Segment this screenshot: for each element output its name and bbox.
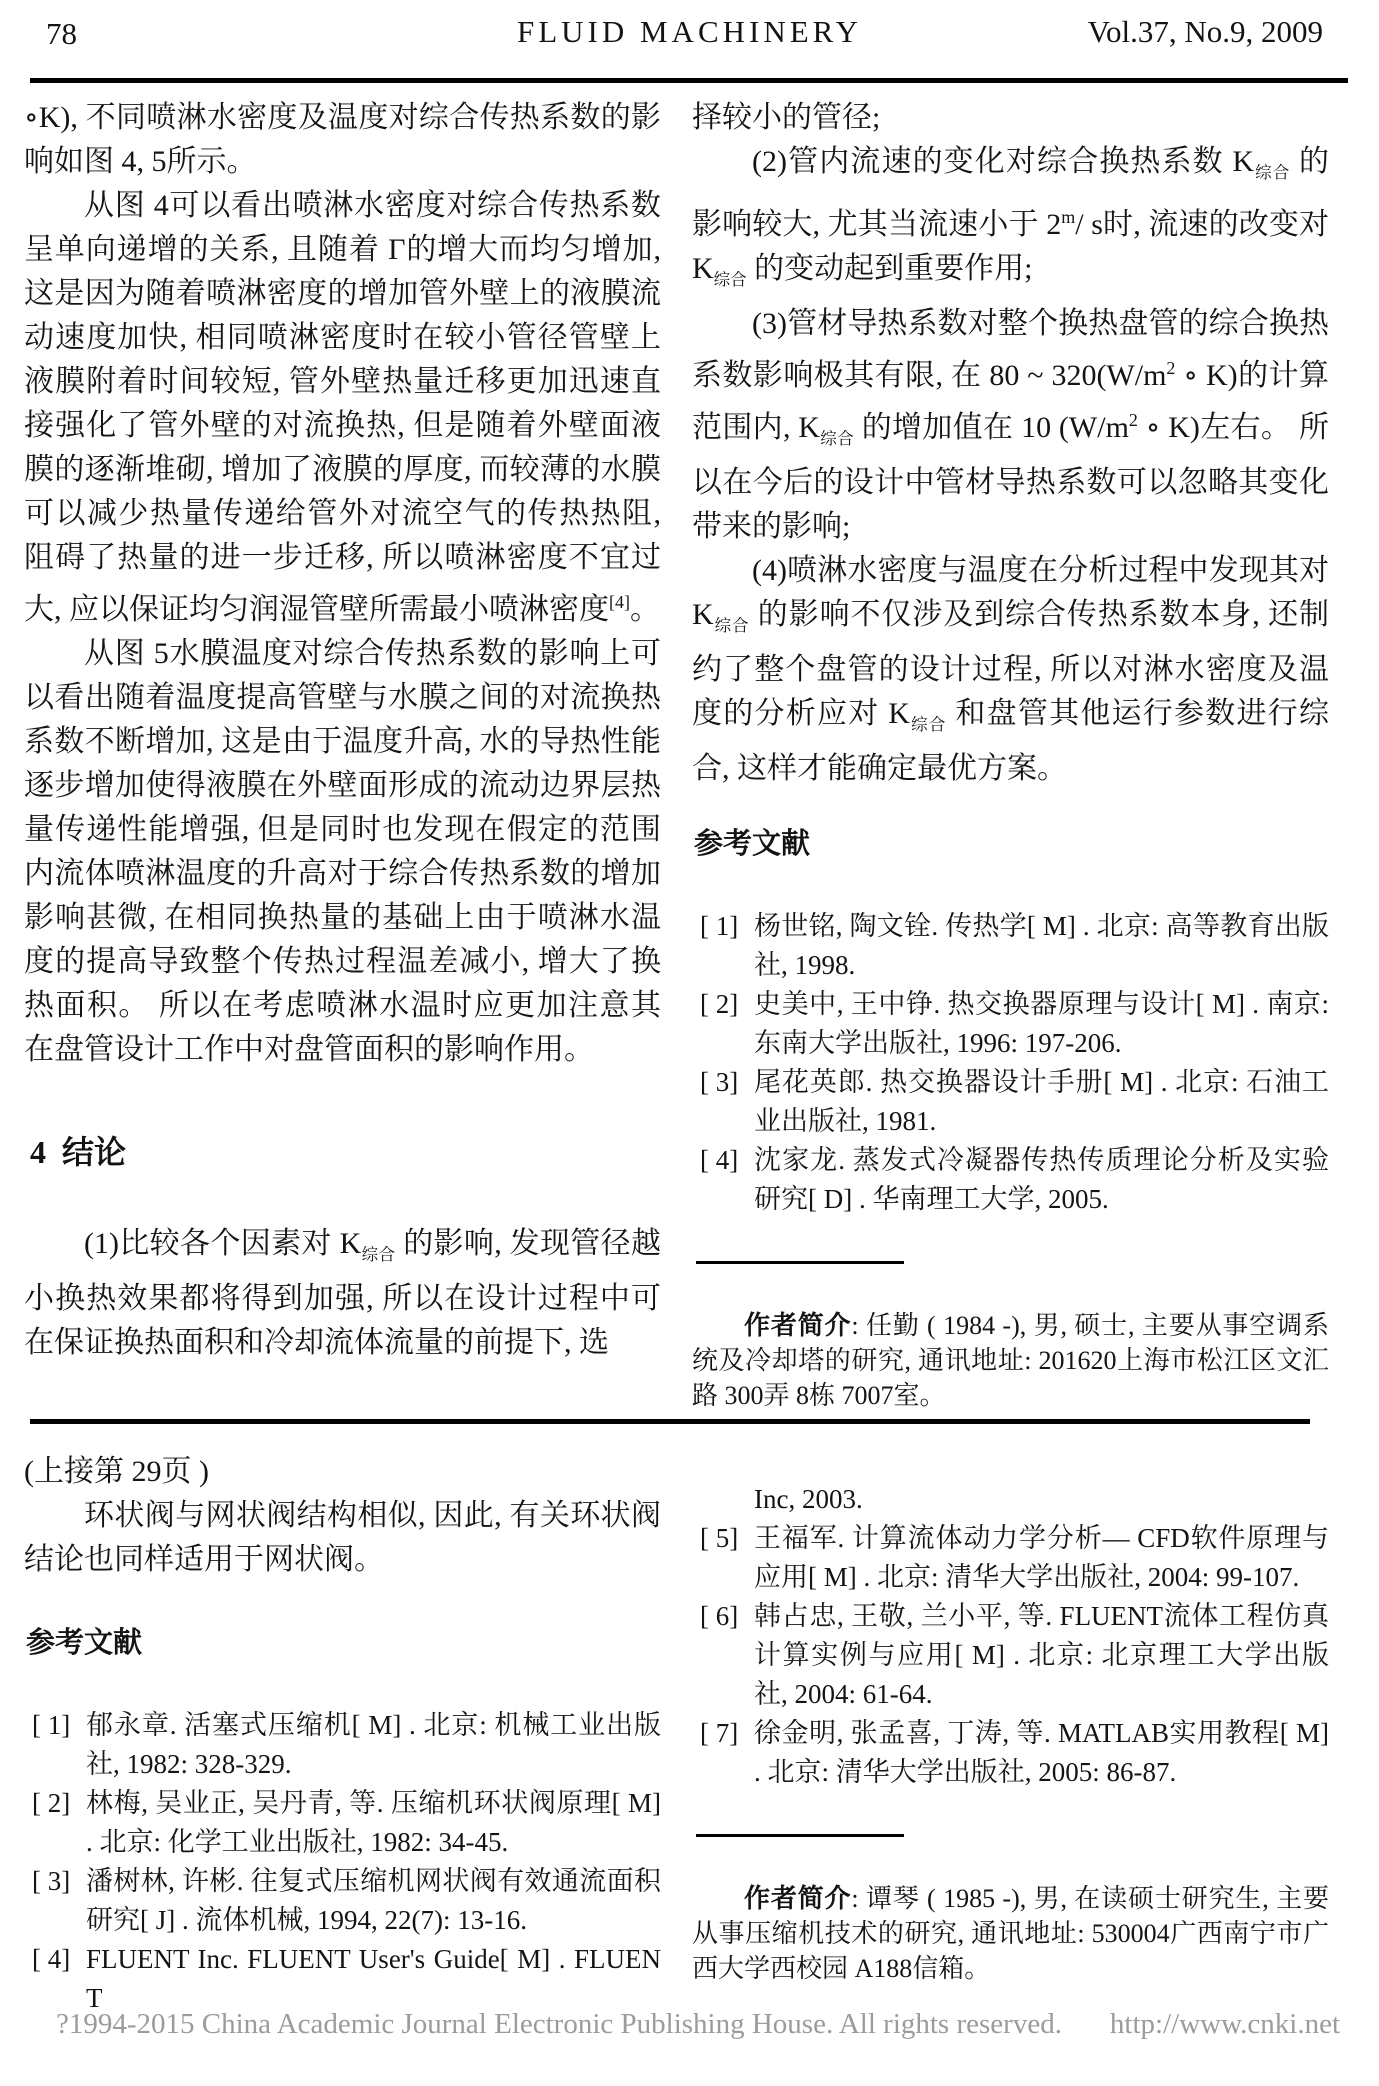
author-bio-rule [696, 1261, 904, 1264]
paragraph-conclusion-1: (1)比较各个因素对 $K_{综合}$ 的影响, 发现管径越小换热效果都将得到加强, 所以在设计过程中可在保证换热面积和冷却流体流量的前提下, 选 [24, 1227, 662, 1359]
reference-item [692, 1063, 1329, 1141]
header-rule [30, 78, 1348, 83]
paragraph-fig4: 从图 4可以看出喷淋水密度对综合传热系数呈单向递增的关系, 且随着 Γ的增大而均匀增加, 这是因为随着喷淋密度的增加管外壁上的液膜流动速度加快, 相同喷淋密度时在较小管径管壁上液膜附着时间较短, 管外壁热量迁移更加迅速直接强化了管外壁的对流换热, 但是随着外壁面液膜的逐渐堆砌, 增加了液膜的厚度, 而较薄的水膜可以减少热量传递给管外对流空气的传热热阻, 阻碍了热量的进一步迁移, 所以喷淋密度不宜过大, 应以保证均匀润湿管壁所需最小喷淋密度[4]。 [24, 189, 661, 626]
reference-item [692, 1141, 1329, 1219]
reference-marker: [ 2] [32, 1788, 71, 1818]
article2-left-column [24, 1450, 661, 2018]
references-heading: 参考文献 [694, 828, 811, 860]
reference-item [692, 1714, 1329, 1792]
reference-marker: [ 2] [700, 989, 739, 1019]
reference-text: 郁永章. 活塞式压缩机[ M] . 北京: 机械工业出版社, 1982: 328-329. [86, 1710, 661, 1779]
reference-item [24, 1784, 661, 1862]
reference-text: FLUENT Inc. FLUENT User's Guide[ M] . FLUENT [86, 1944, 661, 2013]
reference-marker: [ 6] [700, 1601, 739, 1631]
article-separator-rule [30, 1419, 1310, 1424]
reference-text: 杨世铭, 陶文铨. 传热学[ M] . 北京: 高等教育出版社, 1998. [754, 911, 1329, 980]
reference-text: 沈家龙. 蒸发式冷凝器传热传质理论分析及实验研究[ D] . 华南理工大学, 2005. [754, 1145, 1329, 1214]
reference-text: 史美中, 王中铮. 热交换器原理与设计[ M] . 南京: 东南大学出版社, 1996: 197-206. [754, 989, 1329, 1058]
journal-title: FLUID MACHINERY [516, 14, 863, 49]
reference-marker: [ 5] [700, 1523, 739, 1553]
reference-item [24, 1706, 661, 1784]
reference-item [24, 1862, 661, 1940]
reference-item [692, 1597, 1329, 1714]
reference-marker: [ 4] [700, 1145, 739, 1175]
cnki-footer [56, 2007, 1340, 2041]
reference-text: 尾花英郎. 热交换器设计手册[ M] . 北京: 石油工业出版社, 1981. [754, 1067, 1329, 1136]
article2-right-column [692, 1450, 1329, 1986]
reference-marker: [ 3] [700, 1067, 739, 1097]
article1-left-column [24, 96, 661, 1365]
references-list [692, 907, 1329, 1219]
paragraph-fig5: 从图 5水膜温度对综合传热系数的影响上可以看出随着温度提高管壁与水膜之间的对流换热系数不断增加, 这是由于温度升高, 水的导热性能逐步增加使得液膜在外壁面形成的流动边界层热量传递性能增强, 但是同时也发现在假定的范围内流体喷淋温度的升高对于综合传热系数的增加影响甚微, 在相同换热量的基础上由于喷淋水温度的提高导致整个传热过程温差减小, 增大了换热面积。 所以在考虑喷淋水温时应更加注意其在盘管设计工作中对盘管面积的影响作用。 [24, 637, 661, 1066]
paragraph-conclusion-2: (2)管内流速的变化对综合换热系数 $K_{综合}$ 的影响较大, 尤其当流速小于 2$^m$/ s时, 流速的改变对 $K_{综合}$ 的变动起到重要作用; [692, 145, 1330, 289]
page-number: 78 [46, 16, 77, 51]
author-bio-2: 作者简介: 谭琴 ( 1985 -), 男, 在读硕士研究生, 主要从事压缩机技术的研究, 通讯地址: 530004广西南宁市广西大学西校园 A188信箱。 [692, 1884, 1329, 1983]
paragraph-conclusion-4: (4)喷淋水密度与温度在分析过程中发现其对 $K_{综合}$ 的影响不仅涉及到综合传热系数本身, 还制约了整个盘管的设计过程, 所以对淋水密度及温度的分析应对 $K_{综合}$ 和盘管其他运行参数进行综合, 这样才能确定最优方案。 [692, 554, 1330, 785]
reference-marker: [ 7] [700, 1718, 739, 1748]
author-bio: 作者简介: 任勤 ( 1984 -), 男, 硕士, 主要从事空调系统及冷却塔的研究, 通讯地址: 201620上海市松江区文汇路 300弄 8栋 7007室。 [692, 1311, 1329, 1410]
reference-marker: [ 3] [32, 1866, 71, 1896]
paragraph-continuation: ∘K), 不同喷淋水密度及温度对综合传热系数的影响如图 4, 5所示。 [24, 101, 661, 178]
continued-from-note: (上接第 29页 ) [24, 1455, 209, 1488]
cnki-url: http://www.cnki.net [1109, 2008, 1340, 2040]
reference-text: 韩占忠, 王敬, 兰小平, 等. FLUENT流体工程仿真计算实例与应用[ M] . 北京: 北京理工大学出版社, 2004: 61-64. [754, 1601, 1329, 1709]
reference-item [692, 1519, 1329, 1597]
reference-item [692, 985, 1329, 1063]
paragraph-conclusion-1-cont: 择较小的管径; [692, 101, 881, 134]
reference-text: 王福军. 计算流体动力学分析— CFD软件原理与应用[ M] . 北京: 清华大学出版社, 2004: 99-107. [754, 1523, 1329, 1592]
reference-text: 徐金明, 张孟喜, 丁涛, 等. MATLAB实用教程[ M] . 北京: 清华大学出版社, 2005: 86-87. [754, 1718, 1329, 1787]
paragraph-valve: 环状阀与网状阀结构相似, 因此, 有关环状阀结论也同样适用于网状阀。 [24, 1499, 661, 1576]
references-list-right [692, 1519, 1329, 1792]
reference-text: 潘树林, 许彬. 往复式压缩机网状阀有效通流面积研究[ J] . 流体机械, 1994, 22(7): 13-16. [86, 1866, 661, 1935]
copyright-text: ?1994-2015 China Academic Journal Electronic Publishing House. All rights reserved. [56, 2008, 1062, 2040]
reference-text: 林梅, 吴业正, 吴丹青, 等. 压缩机环状阀原理[ M] . 北京: 化学工业出版社, 1982: 34-45. [86, 1788, 661, 1857]
reference-item [692, 907, 1329, 985]
reference-marker: [ 4] [32, 1944, 71, 1974]
paragraph-conclusion-3: (3)管材导热系数对整个换热盘管的综合换热系数影响极其有限, 在 80 ~ $320(W/m^2$ ∘ K)的计算范围内, $K_{综合}$ 的增加值在 10 ($W/m^2$ ∘ K)左右。 所以在今后的设计中管材导热系数可以忽略其变化带来的影响; [692, 307, 1329, 543]
reference-marker: [ 1] [32, 1710, 71, 1740]
reference-continuation: Inc, 2003. [754, 1484, 863, 1514]
conclusion-heading: 4 结论 [30, 1134, 127, 1170]
reference-marker: [ 1] [700, 911, 739, 941]
references-heading-2: 参考文献 [26, 1627, 143, 1659]
author-bio-rule-2 [696, 1834, 904, 1837]
references-list-left [24, 1706, 661, 2018]
issue-info: Vol.37, No.9, 2009 [1087, 14, 1323, 49]
article1-right-column [692, 96, 1329, 1413]
